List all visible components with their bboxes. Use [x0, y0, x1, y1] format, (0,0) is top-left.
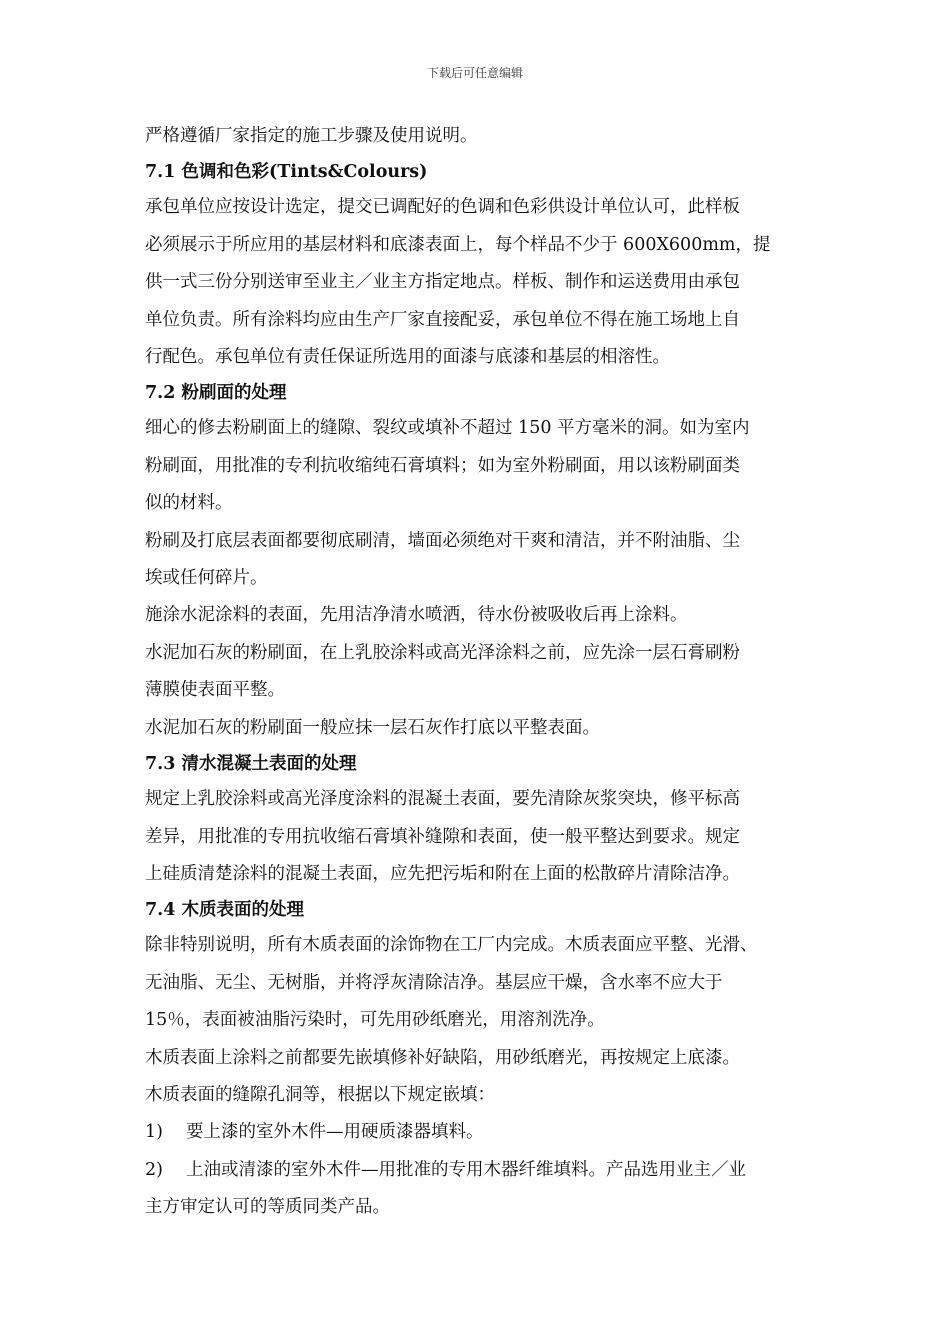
- paragraph-line: 15％，表面被油脂污染时，可先用砂纸磨光，用溶剂洗净。: [145, 1010, 605, 1031]
- list-item-1: 1) 要上漆的室外木件—用硬质漆器填料。: [145, 1122, 484, 1143]
- paragraph-line: 水泥加石灰的粉刷面，在上乳胶涂料或高光泽涂料之前，应先涂一层石膏刷粉: [145, 642, 740, 663]
- paragraph-line: 单位负责。所有涂料均应由生产厂家直接配妥，承包单位不得在施工场地上自: [145, 309, 740, 330]
- paragraph-line: 除非特别说明，所有木质表面的涂饰物在工厂内完成。木质表面应平整、光滑、: [145, 935, 758, 956]
- paragraph-line: 埃或任何碎片。: [145, 568, 268, 589]
- paragraph-line: 上硅质清楚涂料的混凝土表面，应先把污垢和附在上面的松散碎片清除洁净。: [145, 863, 740, 884]
- paragraph-line: 细心的修去粉刷面上的缝隙、裂纹或填补不超过 150 平方毫米的洞。如为室内: [145, 418, 750, 439]
- paragraph-line: 承包单位应按设计选定，提交已调配好的色调和色彩供设计单位认可，此样板: [145, 197, 740, 218]
- page-header: 下载后可任意编辑: [426, 66, 523, 80]
- paragraph-line: 木质表面上涂料之前都要先嵌填修补好缺陷，用砂纸磨光，再按规定上底漆。: [145, 1047, 740, 1068]
- list-item-2-continued: 主方审定认可的等质同类产品。: [145, 1197, 390, 1218]
- paragraph-line: 严格遵循厂家指定的施工步骤及使用说明。: [145, 126, 478, 146]
- section-heading-7-4: 7.4 木质表面的处理: [145, 900, 305, 921]
- paragraph-line: 施涂水泥涂料的表面，先用洁净清水喷洒，待水份被吸收后再上涂料。: [145, 605, 688, 626]
- paragraph-line: 粉刷及打底层表面都要彻底刷清，墙面必须绝对干爽和清洁，并不附油脂、尘: [145, 530, 740, 551]
- paragraph-line: 差异，用批准的专用抗收缩石膏填补缝隙和表面，使一般平整达到要求。规定: [145, 826, 740, 847]
- paragraph-line: 必须展示于所应用的基层材料和底漆表面上，每个样品不少于 600X600mm，提: [145, 234, 771, 255]
- document-body: [145, 118, 817, 1227]
- paragraph-line: 规定上乳胶涂料或高光泽度涂料的混凝土表面，要先清除灰浆突块，修平标高: [145, 789, 740, 810]
- section-heading-7-3: 7.3 清水混凝土表面的处理: [145, 754, 357, 775]
- paragraph-line: 无油脂、无尘、无树脂，并将浮灰清除洁净。基层应干燥，含水率不应大于: [145, 972, 723, 993]
- section-heading-7-2: 7.2 粉刷面的处理: [145, 383, 287, 404]
- paragraph-line: 似的材料。: [145, 493, 233, 514]
- paragraph-line: 供一式三份分别送审至业主／业主方指定地点。样板、制作和运送费用由承包: [145, 272, 740, 293]
- list-item-2: 2) 上油或清漆的室外木件—用批准的专用木器纤维填料。产品选用业主／业: [145, 1159, 747, 1180]
- paragraph-line: 行配色。承包单位有责任保证所选用的面漆与底漆和基层的相溶性。: [145, 347, 670, 368]
- paragraph-line: 水泥加石灰的粉刷面一般应抹一层石灰作打底以平整表面。: [145, 717, 600, 738]
- paragraph-line: 木质表面的缝隙孔洞等，根据以下规定嵌填：: [145, 1084, 495, 1105]
- paragraph-line: 薄膜使表面平整。: [145, 680, 285, 701]
- section-heading-7-1: 7.1 色调和色彩(Tints&Colours): [145, 162, 428, 183]
- paragraph-line: 粉刷面，用批准的专利抗收缩纯石膏填料；如为室外粉刷面，用以该粉刷面类: [145, 455, 740, 476]
